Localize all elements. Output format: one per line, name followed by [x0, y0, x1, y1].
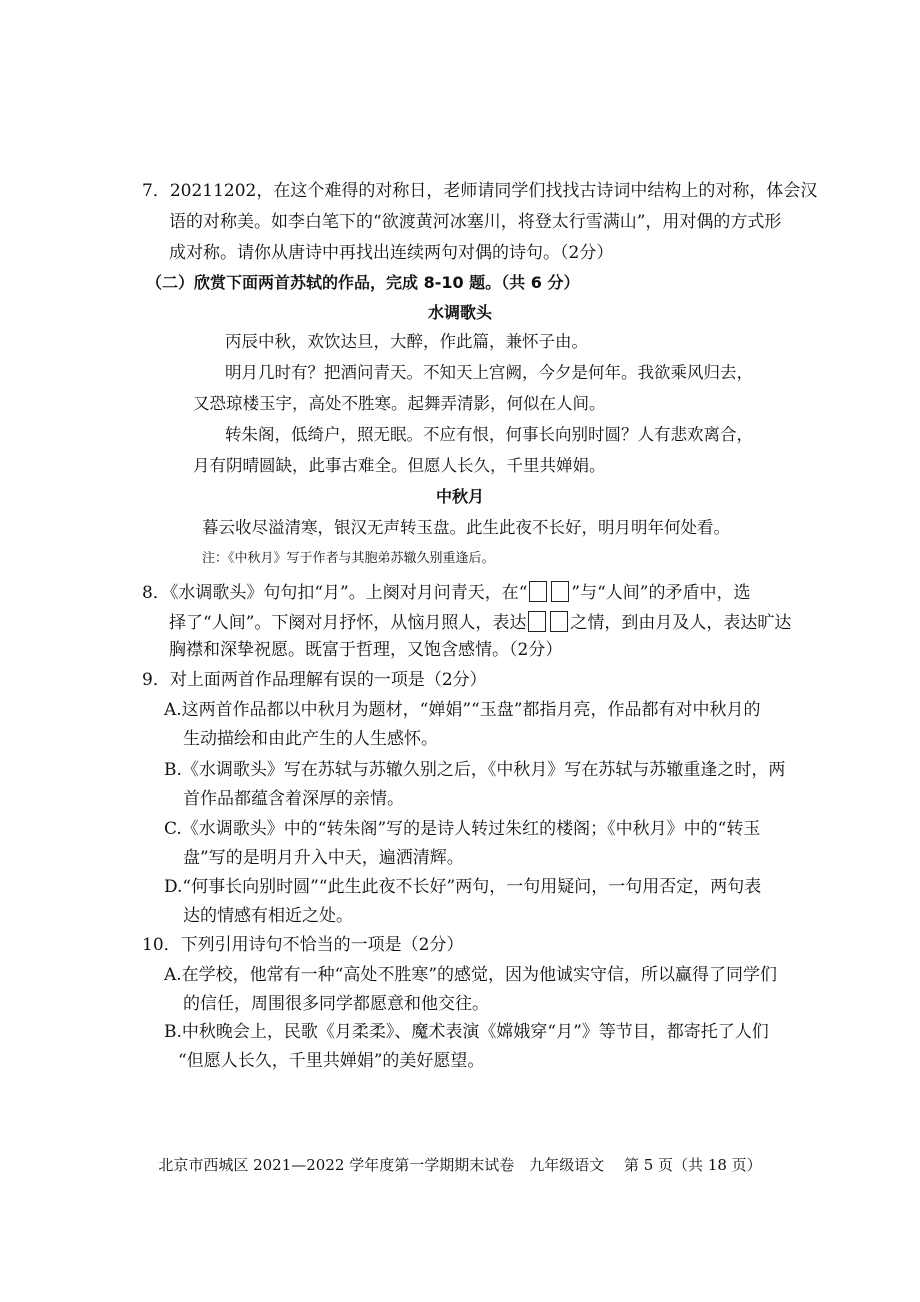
- q9-option-b-line-1: B.《水调歌头》写在苏轼与苏辙久别之后，《中秋月》写在苏轼与苏辙重逢之时，两: [164, 760, 786, 780]
- answer-box[interactable]: [550, 611, 568, 632]
- poem1-preface: 丙辰中秋，欢饮达旦，大醉，作此篇，兼怀子由。: [225, 332, 588, 351]
- q10-option-b-line-2: “但愿人长久，千里共婵娟”的美好愿望。: [178, 1051, 485, 1071]
- q9-option-a-line-1: A.这两首作品都以中秋月为题材，“婵娟”“玉盘”都指月亮，作品都有对中秋月的: [164, 700, 761, 720]
- q8-line-2: [169, 611, 791, 634]
- q8-line-2-after: 之情，到由月及人，表达旷达: [570, 613, 792, 633]
- poem1-title: 水调歌头: [427, 303, 492, 322]
- poem1-line-1: 明月几时有？把酒问青天。不知天上宫阙，今夕是何年。我欲乘风归去，: [225, 363, 753, 382]
- answer-box[interactable]: [551, 581, 569, 602]
- q9-option-c-line-2: 盘”写的是明月升入中天，遍洒清辉。: [183, 848, 464, 868]
- poem1-line-3: 转朱阁，低绮户，照无眠。不应有恨，何事长向别时圆？人有悲欢离合，: [225, 425, 753, 444]
- poem2-line-1: 暮云收尽溢清寒，银汉无声转玉盘。此生此夜不长好，明月明年何处看。: [202, 518, 730, 537]
- q7-line-1: 7．20211202，在这个难得的对称日，老师请同学们找找古诗词中结构上的对称，体会汉: [142, 181, 818, 201]
- q10-option-b-line-1: B.中秋晚会上，民歌《月柔柔》、魔术表演《嫦娥穿“月”》等节目，都寄托了人们: [164, 1022, 769, 1042]
- poem1-line-2: 又恐琼楼玉宇，高处不胜寒。起舞弄清影，何似在人间。: [193, 394, 606, 413]
- q10-option-a-line-2: 的信任，周围很多同学都愿意和他交往。: [183, 994, 489, 1014]
- poem2-note: 注：《中秋月》写于作者与其胞弟苏辙久别重逢后。: [202, 551, 495, 566]
- q7-line-3: 成对称。请你从唐诗中再找出连续两句对偶的诗句。（2分）: [169, 243, 614, 263]
- q9-option-b-line-2: 首作品都蕴含着深厚的亲情。: [183, 789, 404, 809]
- q7-line-2: 语的对称美。如李白笔下的“欲渡黄河冰塞川，将登太行雪满山”，用对偶的方式形: [169, 212, 782, 232]
- section-heading: （二）欣赏下面两首苏轼的作品，完成 8-10 题。（共 6 分）: [146, 273, 580, 292]
- q9-option-c-line-1: C.《水调歌头》中的“转朱阁”写的是诗人转过朱红的楼阁；《中秋月》中的“转玉: [164, 819, 761, 839]
- q8-line-1-before: 8．《水调歌头》句句扣“月”。上阕对月问青天，在“: [142, 583, 528, 603]
- q8-line-2-before: 择了“人间”。下阕对月抒怀，从恼月照人，表达: [169, 613, 527, 633]
- answer-box[interactable]: [528, 611, 546, 632]
- q9-option-a-line-2: 生动描绘和由此产生的人生感怀。: [183, 729, 438, 749]
- q10-option-a-line-1: A.在学校，他常有一种“高处不胜寒”的感觉，因为他诚实守信，所以赢得了同学们: [164, 965, 778, 985]
- page-footer: 北京市西城区 2021—2022 学年度第一学期期末试卷 九年级语文 第 5 页（共 18 页）: [158, 1156, 762, 1174]
- poem2-title: 中秋月: [435, 487, 484, 506]
- answer-box[interactable]: [529, 581, 547, 602]
- q10-stem: 10．下列引用诗句不恰当的一项是（2分）: [142, 935, 464, 955]
- q8-line-1: [142, 581, 750, 604]
- q9-option-d-line-1: D.“何事长向别时圆”“此生此夜不长好”两句，一句用疑问，一句用否定，两句表: [164, 877, 762, 897]
- q8-line-1-after: ”与“人间”的矛盾中，选: [571, 583, 751, 603]
- q9-option-d-line-2: 达的情感有相近之处。: [183, 906, 353, 926]
- poem1-line-4: 月有阴晴圆缺，此事古难全。但愿人长久，千里共婵娟。: [193, 456, 606, 475]
- q8-line-3: 胸襟和深挚祝愿。既富于哲理，又饱含感情。（2分）: [169, 640, 563, 660]
- q9-stem: 9．对上面两首作品理解有误的一项是（2分）: [142, 670, 487, 690]
